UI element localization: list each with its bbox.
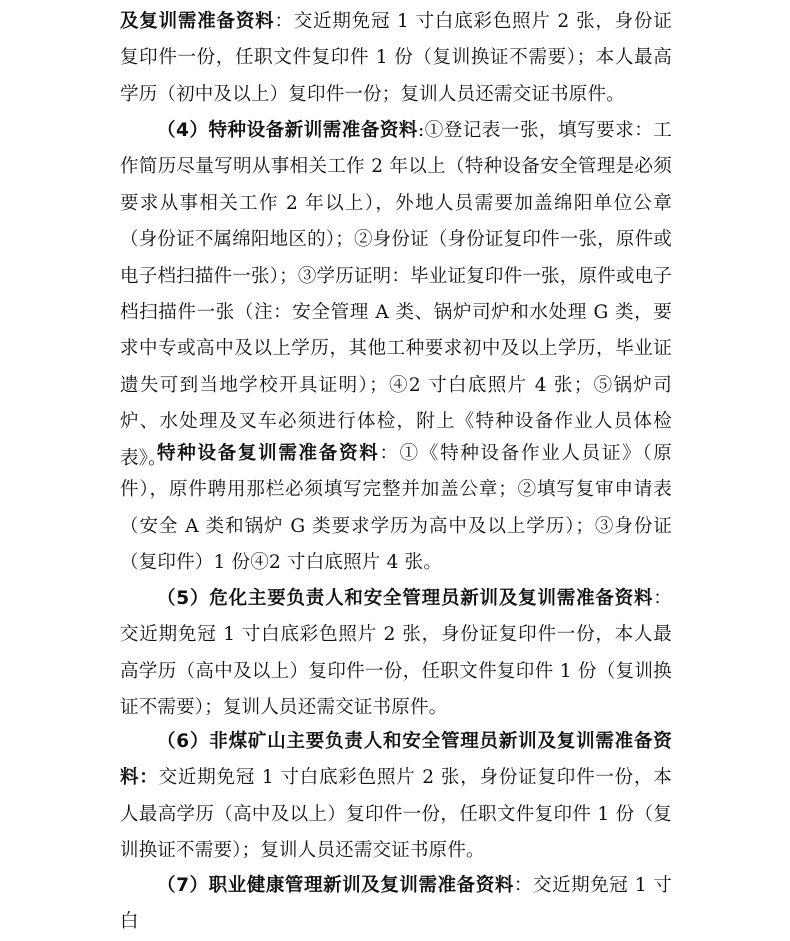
paragraph-3-continuation <box>120 4 672 113</box>
paragraph-heading: （6）非煤矿山主要负责人和安全管理员新训及复训需准备资料： <box>120 731 672 789</box>
paragraph-heading: 特种设备复训需准备资料 <box>157 443 380 464</box>
paragraph-heading: （4）特种设备新训需准备资料 <box>157 120 418 141</box>
paragraph-body: 交近期免冠 1 寸白底彩色照片 2 张，身份证复印件一份，本人最高学历（高中及以上）复印件一份，任职文件复印件 1 份（复训换证不需要）；复训人员还需交证书原件。 <box>120 767 672 862</box>
paragraph-5-hazardous-chemicals <box>120 581 672 727</box>
paragraph-heading: 及复训需准备资料 <box>120 11 275 32</box>
paragraph-body: :①登记表一张，填写要求：工作简历尽量写明从事相关工作 2 年以上（特种设备安全管理是必须要求从事相关工作 2 年以上），外地人员需要加盖绵阳单位公章（身份证不属绵阳地区的）；②身份证（身份证复印件一张，原件或电子档扫描件一张）；③学历证明：毕业证复印件一张，原件或电子档扫描件一张（注：安全管理 A 类、锅炉司炉和水处理 G 类，要求中专或高中及以上学历，其他工种要求初中及以上学历，毕业证遗失可到当地学校开具证明）；④2 寸白底照片 4 张；⑤锅炉司炉、水处理及叉车必须进行体检，附上《特种设备作业人员体检表》。 <box>120 120 672 469</box>
paragraph-special-equipment-refresher <box>120 436 672 582</box>
paragraph-body: ：①《特种设备作业人员证》（原件），原件聘用那栏必须填写完整并加盖公章；②填写复审申请表（安全 A 类和锅炉 G 类要求学历为高中及以上学历）；③身份证（复印件）1 份④2 寸白底照片 4 张。 <box>120 443 672 574</box>
paragraph-4-special-equipment-new <box>120 113 672 477</box>
paragraph-6-non-coal-mine <box>120 724 672 870</box>
paragraph-heading: （7）职业健康管理新训及复训需准备资料 <box>157 875 514 896</box>
paragraph-7-occupational-health <box>120 868 672 941</box>
paragraph-heading: （5）危化主要负责人和安全管理员新训及复训需准备资料 <box>157 588 654 609</box>
paragraph-body: ：交近期免冠 1 寸白 <box>120 875 672 933</box>
paragraph-body: ：交近期免冠 1 寸白底彩色照片 2 张，身份证复印件一份，任职文件复印件 1 份（复训换证不需要）；本人最高学历（初中及以上）复印件一份；复训人员还需交证书原件。 <box>120 11 672 105</box>
paragraph-body: ：交近期免冠 1 寸白底彩色照片 2 张，身份证复印件一份，本人最高学历（高中及以上）复印件一份，任职文件复印件 1 份（复训换证不需要）；复训人员还需交证书原件。 <box>120 588 672 719</box>
